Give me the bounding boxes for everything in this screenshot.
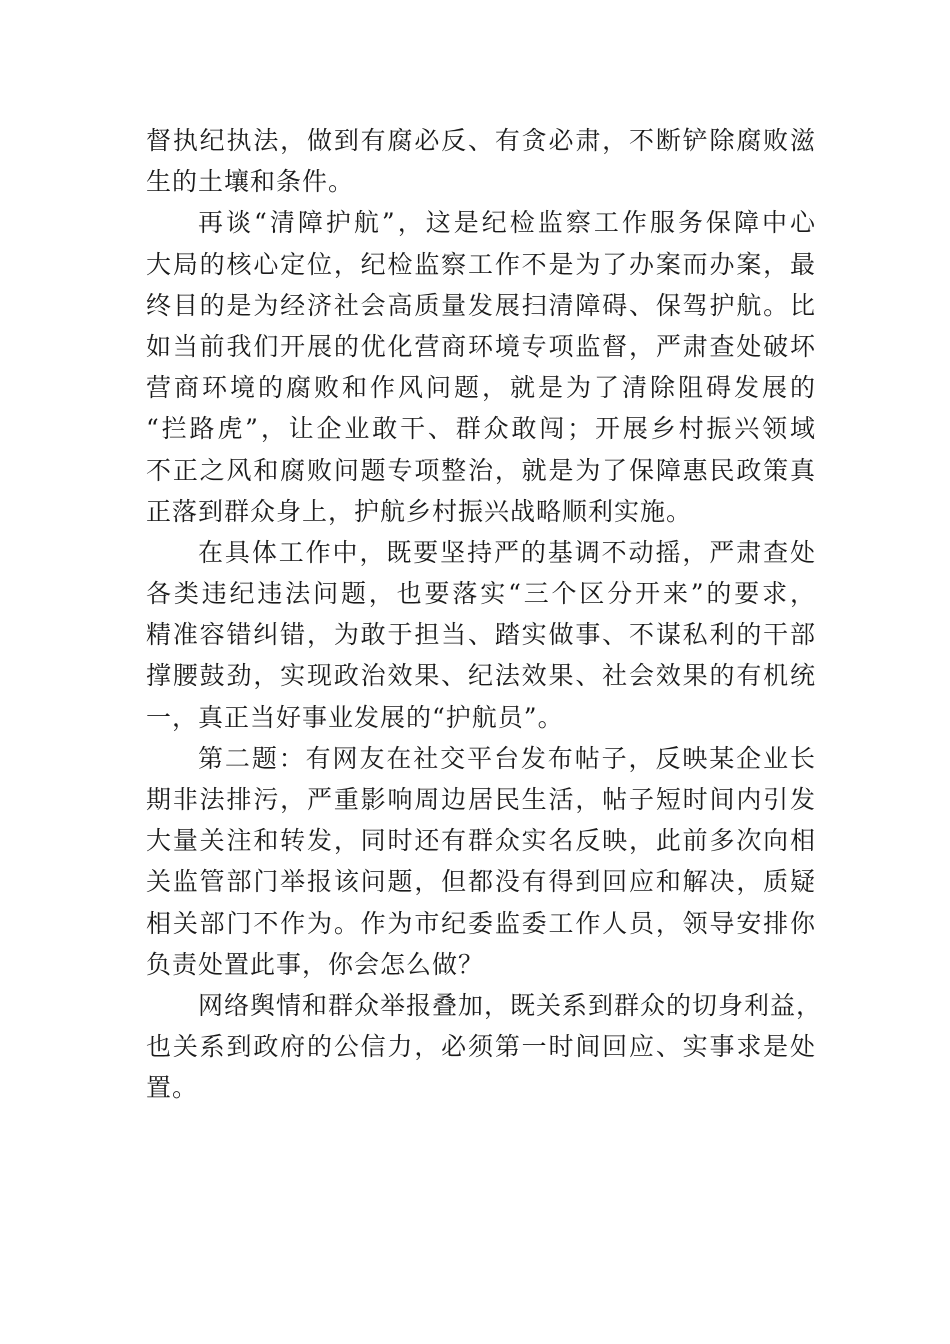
text-line: 大量关注和转发，同时还有群众实名反映，此前多次向相 [146,826,816,856]
paragraph-specific-work [146,532,816,738]
text-line: 正落到群众身上，护航乡村振兴战略顺利实施。 [146,496,693,526]
text-line: 置。 [146,1073,199,1103]
text-line: 撑腰鼓劲，实现政治效果、纪法效果、社会效果的有机统 [146,661,816,691]
text-line: 关监管部门举报该问题，但都没有得到回应和解决，质疑 [146,867,816,897]
paragraph-answer-intro [146,985,823,1109]
text-line: 督执纪执法，做到有腐必反、有贪必肃，不断铲除腐败滋 [146,126,816,155]
text-line: 相关部门不作为。作为市纪委监委工作人员，领导安排你 [146,908,816,938]
text-line: 第二题：有网友在社交平台发布帖子，反映某企业长 [198,743,816,773]
text-line: “拦路虎”，让企业敢干、群众敢闯；开展乡村振兴领域 [146,414,816,444]
text-line: 再谈“清障护航”，这是纪检监察工作服务保障中心 [198,208,816,238]
text-line: 各类违纪违法问题，也要落实“三个区分开来”的要求， [146,579,816,609]
text-line: 如当前我们开展的优化营商环境专项监督，严肃查处破坏 [146,331,816,361]
paragraph-question-two [146,738,816,985]
text-line: 生的土壤和条件。 [146,167,355,197]
text-line: 终目的是为经济社会高质量发展扫清障碍、保驾护航。比 [146,290,816,320]
document-body [146,120,823,1109]
text-line: 不正之风和腐败问题专项整治，就是为了保障惠民政策真 [146,455,816,485]
paragraph-continuation [146,120,816,202]
text-line: 负责处置此事，你会怎么做？ [146,949,485,979]
text-line: 网络舆情和群众举报叠加，既关系到群众的切身利益， [198,990,823,1020]
text-line: 也关系到政府的公信力，必须第一时间回应、实事求是处 [146,1032,816,1062]
text-line: 一，真正当好事业发展的“护航员”。 [146,702,564,732]
text-line: 在具体工作中，既要坚持严的基调不动摇，严肃查处 [198,537,816,567]
paragraph-clear-obstacles [146,202,816,532]
text-line: 精准容错纠错，为敢于担当、踏实做事、不谋私利的干部 [146,620,816,650]
text-line: 期非法排污，严重影响周边居民生活，帖子短时间内引发 [146,785,816,814]
text-line: 大局的核心定位，纪检监察工作不是为了办案而办案，最 [146,249,816,279]
text-line: 营商环境的腐败和作风问题，就是为了清除阻碍发展的 [146,373,816,403]
